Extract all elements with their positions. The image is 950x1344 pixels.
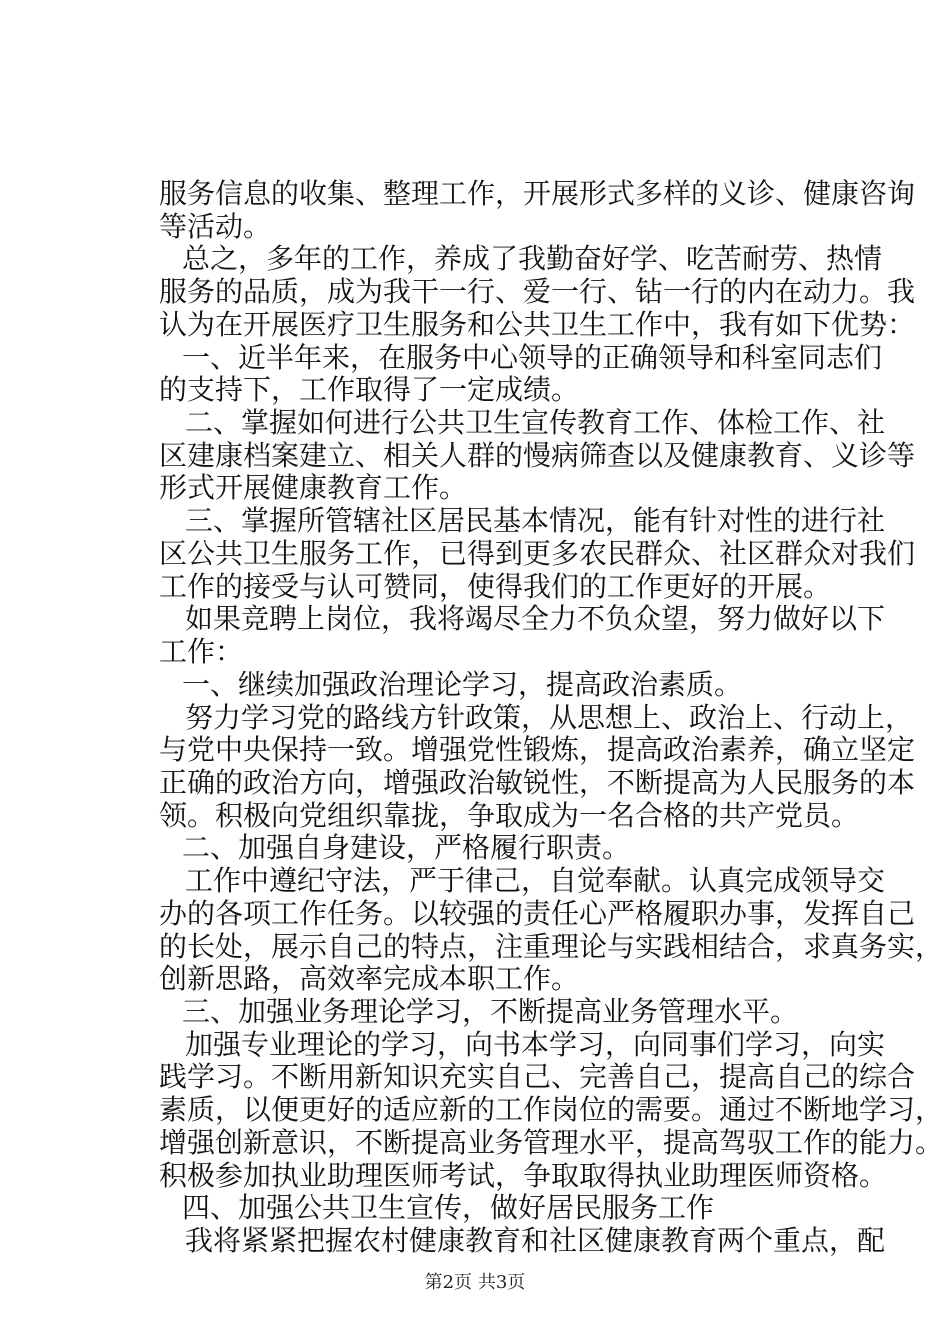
text-line: 服务的品质，成为我干一行、爱一行、钻一行的内在动力。我	[159, 275, 916, 308]
text-line: 加强专业理论的学习，向书本学习，向同事们学习，向实	[185, 1028, 886, 1061]
text-line: 三、掌握所管辖社区居民基本情况，能有针对性的进行社	[185, 504, 886, 537]
text-line: 积极参加执业助理医师考试，争取取得执业助理医师资格。	[159, 1159, 888, 1192]
text-line: 的长处，展示自己的特点，注重理论与实践相结合，求真务实，	[159, 930, 944, 963]
text-line: 增强创新意识，不断提高业务管理水平，提高驾驭工作的能力。	[159, 1126, 944, 1159]
text-line: 区建康档案建立、相关人群的慢病筛查以及健康教育、义诊等	[159, 439, 916, 472]
text-line: 领。积极向党组织靠拢，争取成为一名合格的共产党员。	[159, 799, 860, 832]
text-line: 工作的接受与认可赞同，使得我们的工作更好的开展。	[159, 570, 832, 603]
text-line: 总之，多年的工作，养成了我勤奋好学、吃苦耐劳、热情	[182, 242, 883, 275]
text-line: 一、继续加强政治理论学习，提高政治素质。	[182, 668, 743, 701]
text-line: 正确的政治方向，增强政治敏锐性，不断提高为人民服务的本	[159, 766, 916, 799]
text-line: 工作：	[159, 635, 244, 668]
text-line: 与党中央保持一致。增强党性锻炼，提高政治素养，确立坚定	[159, 733, 916, 766]
text-line: 践学习。不断用新知识充实自己、完善自己，提高自己的综合	[159, 1060, 916, 1093]
text-line: 认为在开展医疗卫生服务和公共卫生工作中，我有如下优势：	[159, 308, 916, 341]
text-line: 如果竞聘上岗位，我将竭尽全力不负众望，努力做好以下	[185, 602, 886, 635]
text-line: 创新思路，高效率完成本职工作。	[159, 962, 580, 995]
text-line: 四、加强公共卫生宣传，做好居民服务工作	[182, 1191, 715, 1224]
text-line: 素质，以便更好的适应新的工作岗位的需要。通过不断地学习，	[159, 1093, 944, 1126]
text-line: 形式开展健康教育工作。	[159, 471, 468, 504]
text-line: 区公共卫生服务工作，已得到更多农民群众、社区群众对我们	[159, 537, 916, 570]
text-line: 我将紧紧把握农村健康教育和社区健康教育两个重点，配	[185, 1224, 886, 1257]
text-line: 二、掌握如何进行公共卫生宣传教育工作、体检工作、社	[185, 406, 886, 439]
page-number-footer: 第2页 共3页	[424, 1272, 526, 1293]
text-line: 工作中遵纪守法，严于律己，自觉奉献。认真完成领导交	[185, 864, 886, 897]
text-line: 等活动。	[159, 210, 272, 243]
text-line: 努力学习党的路线方针政策，从思想上、政治上、行动上，	[185, 701, 914, 734]
text-line: 的支持下，工作取得了一定成绩。	[159, 373, 580, 406]
text-line: 三、加强业务理论学习，不断提高业务管理水平。	[182, 995, 799, 1028]
text-line: 服务信息的收集、整理工作，开展形式多样的义诊、健康咨询	[159, 177, 916, 210]
text-line: 一、近半年来，在服务中心领导的正确领导和科室同志们	[182, 341, 883, 374]
text-line: 二、加强自身建设，严格履行职责。	[182, 831, 631, 864]
text-line: 办的各项工作任务。以较强的责任心严格履职办事，发挥自己	[159, 897, 916, 930]
